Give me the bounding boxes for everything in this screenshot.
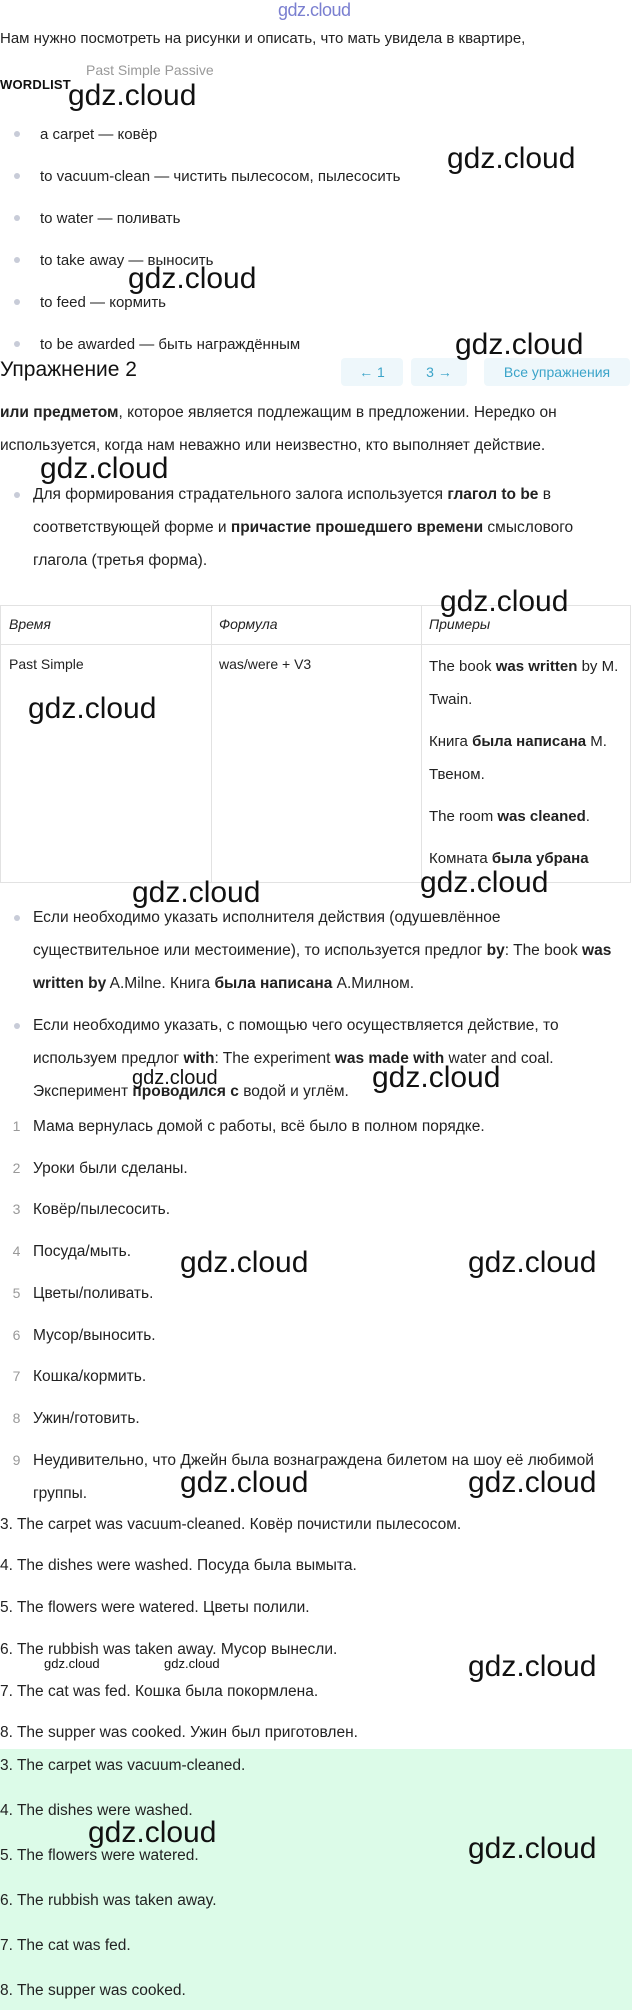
wordlist-heading: WORDLIST	[0, 77, 71, 92]
note-with: Если необходимо указать, с помощью чего осуществляется действие, то используем предлог with: The experiment was made with water and coal. Эксперимент проводился с водой и углём.	[33, 1017, 559, 1100]
grammar-paragraph: или предметом, которое является подлежащим в предложении. Нередко он используется, когда нам неважно или неизвестно, кто выполняет действие.	[0, 404, 557, 454]
watermark: gdz.cloud	[88, 1816, 217, 1849]
table-cell-tense: Past Simple	[9, 656, 84, 672]
site-logo[interactable]: gdz.cloud	[278, 0, 351, 20]
list-item: 4 Посуда/мыть.	[12, 1243, 131, 1260]
ghost-text: Past Simple Passive	[86, 62, 214, 78]
watermark: gdz.cloud	[455, 328, 584, 361]
answer-block	[0, 1749, 632, 2010]
wordlist-item: a carpet — ковёр	[0, 126, 157, 143]
list-item: 8 Ужин/готовить.	[12, 1410, 140, 1427]
note-by: Если необходимо указать исполнителя действия (одушевлённое существительное или местоимение), то используется предлог by: The book was written by A.Milne. Книга была написана A.Милном.	[33, 909, 612, 992]
table-example: The room was cleaned.	[429, 808, 590, 825]
bullet-icon	[14, 1023, 20, 1029]
answer-line: 4. The dishes were washed. Посуда была вымыта.	[0, 1557, 357, 1574]
table-header-tense: Время	[9, 616, 51, 632]
table-cell-formula: was/were + V3	[219, 656, 312, 672]
watermark: gdz.cloud	[132, 876, 261, 909]
list-item: 5 Цветы/поливать.	[12, 1285, 154, 1302]
wordlist-item: to water — поливать	[0, 210, 180, 227]
watermark: gdz.cloud	[180, 1246, 309, 1279]
watermark: gdz.cloud	[468, 1246, 597, 1279]
exercise-title: Упражнение 2	[0, 358, 137, 381]
wordlist-item: to take away — выносить	[0, 252, 214, 269]
list-item: 7 Кошка/кормить.	[12, 1368, 147, 1385]
watermark: gdz.cloud	[420, 866, 549, 899]
table-header-formula: Формула	[219, 616, 278, 632]
answer-line: 7. The cat was fed. Кошка была покормлена.	[0, 1683, 319, 1700]
bullet-icon	[14, 215, 20, 221]
answer-line: 8. The supper was cooked. Ужин был приготовлен.	[0, 1724, 358, 1741]
prev-exercise-button[interactable]: ← 1	[341, 358, 403, 386]
table-example: Книга была написана М. Твеном.	[429, 733, 607, 783]
watermark: gdz.cloud	[28, 692, 157, 725]
bullet-icon	[14, 915, 20, 921]
list-item: 2 Уроки были сделаны.	[12, 1160, 188, 1177]
bullet-icon	[14, 341, 20, 347]
watermark: gdz.cloud	[372, 1061, 501, 1094]
watermark: gdz.cloud	[164, 1656, 220, 1671]
answer-line: 5. The flowers were watered. Цветы полили.	[0, 1599, 310, 1616]
answer-line-english: 5. The flowers were watered.	[0, 1847, 199, 1864]
watermark: gdz.cloud	[132, 1067, 218, 1089]
watermark: gdz.cloud	[440, 585, 569, 618]
table-header-examples: Примеры	[429, 616, 491, 632]
answer-line-english: 6. The rubbish was taken away.	[0, 1892, 217, 1909]
watermark: gdz.cloud	[468, 1466, 597, 1499]
watermark: gdz.cloud	[468, 1650, 597, 1683]
bullet-icon	[14, 492, 20, 498]
bullet-icon	[14, 131, 20, 137]
table-example: Комната была убрана	[429, 850, 589, 867]
grammar-table	[0, 605, 631, 883]
answer-line-english: 7. The cat was fed.	[0, 1937, 131, 1954]
watermark: gdz.cloud	[128, 262, 257, 295]
answer-line-english: 8. The supper was cooked.	[0, 1982, 186, 1999]
watermark: gdz.cloud	[447, 142, 576, 175]
answer-line: 6. The rubbish was taken away. Мусор вынесли.	[0, 1641, 338, 1658]
watermark: gdz.cloud	[468, 1832, 597, 1865]
list-item: 9 Неудивительно, что Джейн была вознаграждена билетом на шоу её любимой группы.	[12, 1452, 594, 1502]
grammar-bullet: Для формирования страдательного залога используется глагол to be в соответствующей форме и причастие прошедшего времени смыслового глагола (третья форма).	[33, 486, 574, 569]
answer-line-english: 4. The dishes were washed.	[0, 1802, 193, 1819]
list-item: 1 Мама вернулась домой с работы, всё было в полном порядке.	[12, 1118, 485, 1135]
watermark: gdz.cloud	[180, 1466, 309, 1499]
task-description: Нам нужно посмотреть на рисунки и описать, что мать увидела в квартире,	[0, 30, 526, 47]
list-item: 3 Ковёр/пылесосить.	[12, 1201, 171, 1218]
watermark: gdz.cloud	[44, 1656, 100, 1671]
next-exercise-button[interactable]: 3 →	[411, 358, 467, 386]
wordlist-item: to feed — кормить	[0, 294, 166, 311]
wordlist-item: to vacuum-clean — чистить пылесосом, пылесосить	[0, 168, 400, 185]
table-example: The book was written by M. Twain.	[429, 658, 619, 708]
bullet-icon	[14, 173, 20, 179]
bullet-icon	[14, 257, 20, 263]
answer-line-english: 3. The carpet was vacuum-cleaned.	[0, 1757, 246, 1774]
wordlist-item: to be awarded — быть награждённым	[0, 336, 300, 353]
bullet-icon	[14, 299, 20, 305]
answer-line: 3. The carpet was vacuum-cleaned. Ковёр почистили пылесосом.	[0, 1516, 462, 1533]
all-exercises-button[interactable]: Все упражнения	[484, 358, 630, 386]
watermark: gdz.cloud	[40, 452, 169, 485]
watermark: gdz.cloud	[68, 79, 197, 112]
list-item: 6 Мусор/выносить.	[12, 1327, 156, 1344]
